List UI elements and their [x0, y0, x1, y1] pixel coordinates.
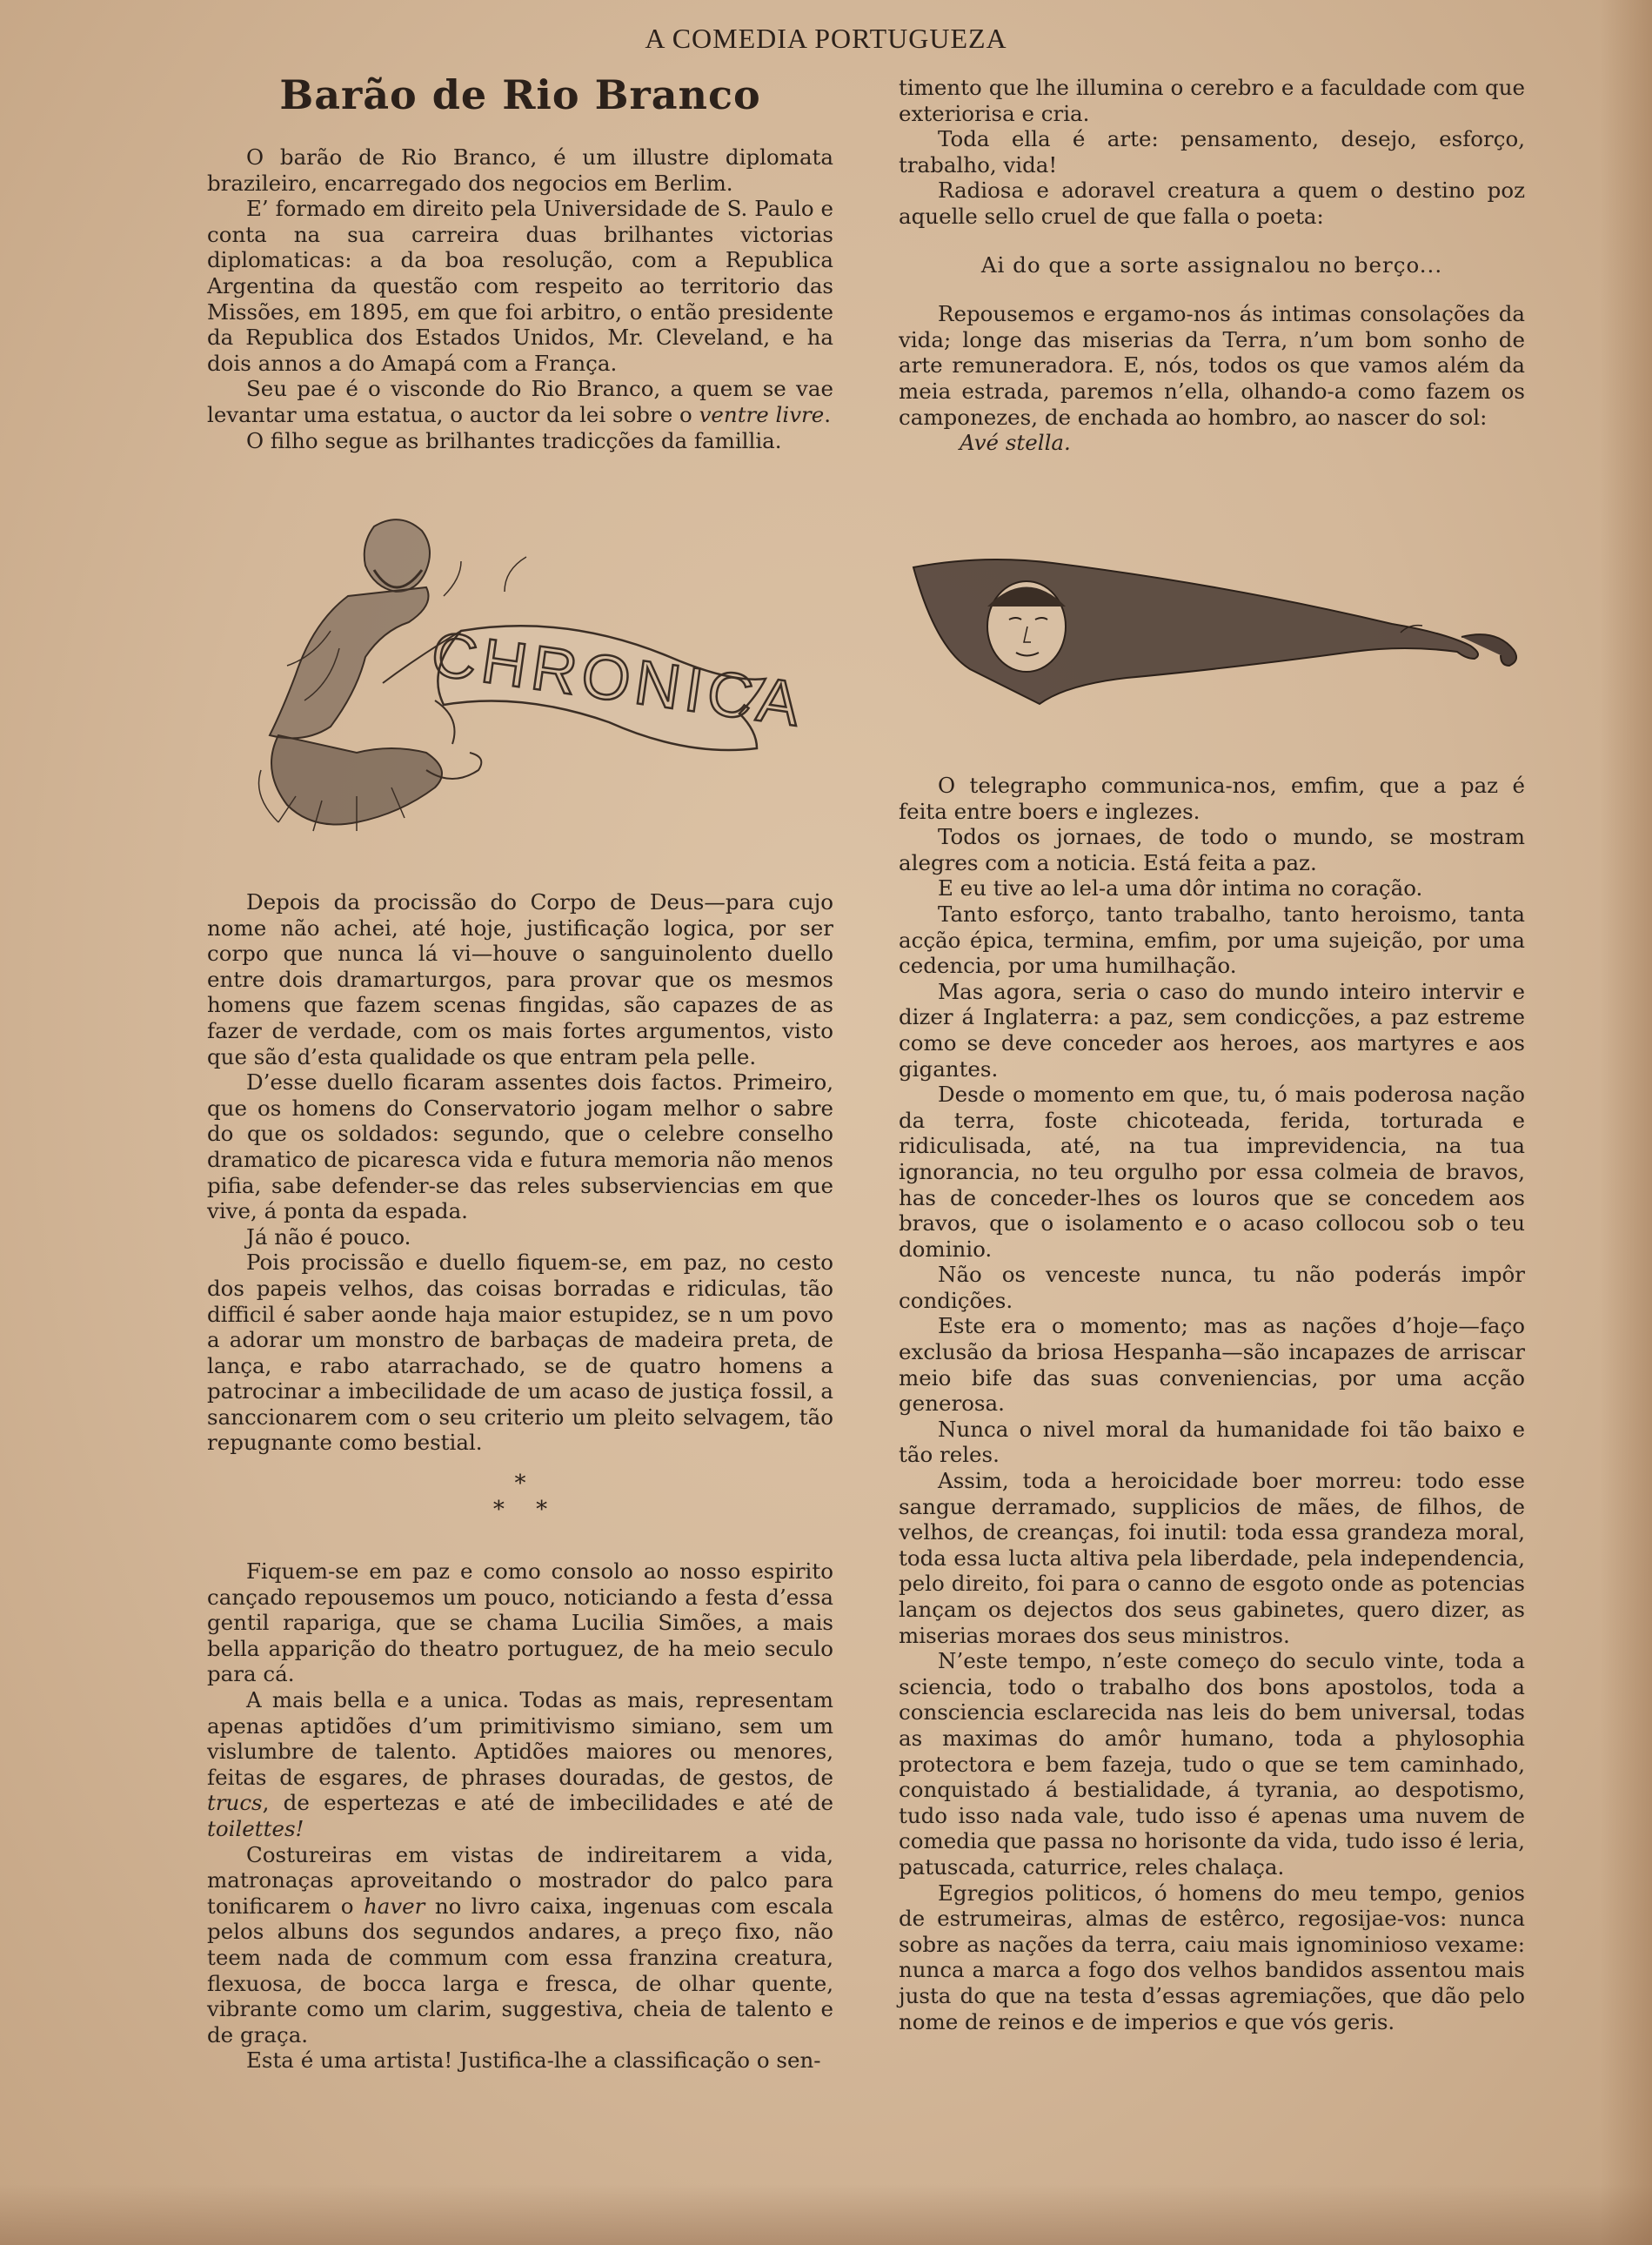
paragraph: Toda ella é arte: pensamento, desejo, esforço, trabalho, vida!	[899, 126, 1525, 178]
signature: Avé stella.	[960, 430, 1071, 456]
asterisk-top: *	[514, 1471, 526, 1497]
paragraph: E’ formado em direito pela Universidade de S. Paulo e conta na sua carreira duas brilhantes victorias diplomaticas: a da boa resolução, com a Republica Argentina da questão com respeito ao territorio das Missões, em 1895, em que foi arbitro, o então presidente da Republica dos Estados Unidos, Mr. Cleveland, e ha dois annos a do Amapá com a França.	[207, 196, 833, 376]
paragraph: Costureiras em vistas de indireitarem a vida, matronaças aproveitando o mostrador do palco para tonificarem o haver no livro caixa, ingenuas com escala pelos albuns dos segundos andares, a preço fixo, não teem nada de commum com essa franzina creatura, flexuosa, de bocca larga e fresca, de olhar quente, vibrante como um clarim, suggestiva, cheia de talento e de graça.	[207, 1841, 833, 2047]
paragraph: Depois da procissão do Corpo de Deus—para cujo nome não achei, até hoje, justificação logica, por ser corpo que nunca lá vi—houve o sanguinolento duello entre dois dramarturgos, para provar que os mesmos homens que fazem scenas fingidas, são capazes de as fazer de verdade, com os mais fortes argumentos, visto que são d’esta qualidade os que entram pela pelle.	[207, 889, 833, 1069]
paragraph: D’esse duello ficaram assentes dois factos. Primeiro, que os homens do Conservatorio jogam melhor o sabre do que os soldados: segundo, que o celebre conselho dramatico de picaresca vida e futura memoria não menos pifia, sabe defender-se das reles subserviencias em que vive, á ponta da espada.	[207, 1069, 833, 1224]
paragraph: Não os venceste nunca, tu não poderás impôr condições.	[899, 1262, 1525, 1313]
paragraph: timento que lhe illumina o cerebro e a faculdade com que exteriorisa e cria.	[899, 75, 1525, 126]
paragraph: Fiquem-se em paz e como consolo ao nosso espirito cançado repousemos um pouco, noticiando a festa d’essa gentil rapariga, que se chama Lucilia Simões, a mais bella apparição do theatro portuguez, de ha meio seculo para cá.	[207, 1558, 833, 1687]
face-portrait	[987, 581, 1066, 672]
rio-branco-article	[207, 144, 833, 453]
paragraph: Egregios politicos, ó homens do meu tempo, genios de estrumeiras, almas de estêrco, regosijae-vos: nunca sobre as nações da terra, caiu mais ignominioso vexame: nunca a marca a fogo dos velhos bandidos assentou mais justa do que na testa d’essas agremiações, que dão pelo nome de reinos e de imperios e que vós geris.	[899, 1880, 1525, 2034]
paragraph: O telegrapho communica-nos, emfim, que a paz é feita entre boers e inglezes.	[899, 773, 1525, 824]
article-title: Barão de Rio Branco	[279, 71, 761, 118]
pennant-illustration	[905, 533, 1531, 707]
paragraph: O barão de Rio Branco, é um illustre diplomata brazileiro, encarregado dos negocios em Berlim.	[207, 144, 833, 196]
page-bottom-shadow	[0, 2184, 1652, 2245]
paragraph: Já não é pouco.	[246, 1223, 411, 1250]
running-head: A COMEDIA PORTUGUEZA	[645, 23, 1007, 54]
paragraph: Assim, toda a heroicidade boer morreu: todo esse sangue derramado, supplicios de mães, de filhos, de velhos, de creanças, foi inutil: toda essa grandeza moral, toda essa lucta altiva pela liberdade, pela independencia, pelo direito, foi para o canno de esgoto onde as potencias lançam os dejectos dos seus gabinetes, quero dizer, as miserias moraes dos seus ministros.	[899, 1468, 1525, 1648]
chronica-banner	[383, 557, 809, 750]
section-separator-asterisks	[207, 1471, 833, 1523]
paragraph: Este era o momento; mas as nações d’hoje—faço exclusão da briosa Hespanha—são incapazes de arriscar meio bife das suas conveniencias, por uma acção generosa.	[899, 1313, 1525, 1417]
paragraph: E eu tive ao lel-a uma dôr intima no coração.	[938, 875, 1423, 901]
chronica-illustration	[244, 509, 853, 857]
paragraph: Tanto esforço, tanto trabalho, tanto heroismo, tanta acção épica, termina, emfim, por uma sujeição, por uma cedencia, por uma humilhação.	[899, 901, 1525, 979]
asterisk-bottom: * *	[492, 1497, 548, 1523]
paragraph: Mas agora, seria o caso do mundo inteiro intervir e dizer á Inglaterra: a paz, sem condicções, a paz estreme como se deve conceder aos heroes, aos martyres e aos gigantes.	[899, 978, 1525, 1082]
boer-article	[899, 773, 1525, 2034]
paragraph: Seu pae é o visconde do Rio Branco, a quem se vae levantar uma estatua, o auctor da lei sobre o ventre livre.	[207, 376, 833, 427]
paragraph: Pois procissão e duello fiquem-se, em paz, no cesto dos papeis velhos, das coisas borradas e ridiculas, tão difficil é saber aonde haja maior estupidez, se n um povo a adorar um monstro de barbaças de madeira preta, de lança, e rabo atarrachado, se de quatro homens a patrocinar a imbecilidade de um acaso de justiça fossil, a sanccionarem com o seu criterio um pleito selvagem, tão repugnante como bestial.	[207, 1250, 833, 1456]
page-edge-shadow	[1600, 0, 1652, 2245]
paragraph: N’este tempo, n’este começo do seculo vinte, toda a sciencia, todo o trabalho dos bons apostolos, toda a consciencia esclarecida nas leis do bem universal, todas as maximas do amôr humano, toda a phylosophia protectora e bem fazeja, tudo o que se tem caminhado, conquistado á bestialidade, á tyrania, ao despotismo, tudo isso nada vale, tudo isso é apenas uma nuvem de comedia que passa no horisonte da vida, tudo isso é leria, patuscada, caturrice, reles chalaça.	[899, 1648, 1525, 1880]
lucilia-article	[207, 1558, 833, 2074]
paragraph: A mais bella e a unica. Todas as mais, representam apenas aptidões d’um primitivismo simiano, sem um vislumbre de talento. Aptidões maiores ou menores, feitas de esgares, de phrases douradas, de gestos, de trucs, de espertezas e até de imbecilidades e até de toilettes!	[207, 1686, 833, 1841]
banner-text: CHRONICA	[427, 619, 810, 741]
paragraph: Repousemos e ergamo-nos ás intimas consolações da vida; longe das miserias da Terra, n’um bom sonho de arte remuneradora. E, nós, todos os que vamos além da meia estrada, paremos n’ella, olhando-a como fazem os camponezes, de enchada ao hombro, ao nascer do sol:	[899, 301, 1525, 430]
chronica-text	[207, 889, 833, 1456]
paragraph: Esta é uma artista! Justifica-lhe a classificação o sen-	[246, 2047, 821, 2074]
verse-quote: Ai do que a sorte assignalou no berço...	[980, 251, 1443, 278]
paragraph: Desde o momento em que, tu, ó mais poderosa nação da terra, foste chicoteada, ferida, torturada e ridiculisada, até, na tua imprevidencia, na tua ignorancia, no teu orgulho por essa colmeia de bravos, has de conceder-lhes os louros que se concedem aos bravos, que o isolamento e o acaso collocou sob o teu dominio.	[899, 1082, 1525, 1262]
paragraph: Todos os jornaes, de todo o mundo, se mostram alegres com a noticia. Está feita a paz.	[899, 824, 1525, 875]
paragraph: Radiosa e adoravel creatura a quem o destino poz aquelle sello cruel de que falla o poeta:	[899, 178, 1525, 229]
lucilia-article-continued	[899, 75, 1525, 456]
paragraph: Nunca o nivel moral da humanidade foi tão baixo e tão reles.	[899, 1416, 1525, 1468]
paragraph: O filho segue as brilhantes tradicções da famillia.	[246, 427, 782, 453]
